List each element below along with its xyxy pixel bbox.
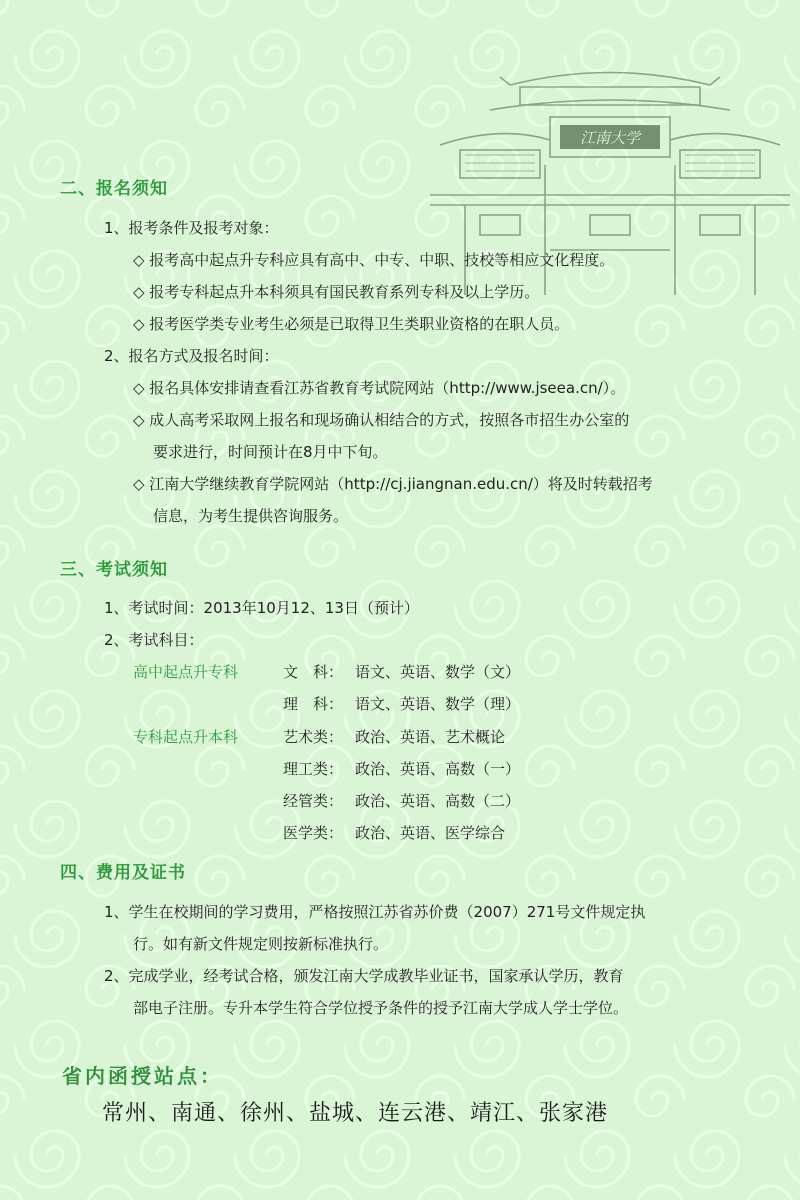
section-2-item-1: 1、报考条件及报考对象： — [104, 219, 279, 237]
subject-category: 经管类： — [283, 792, 344, 810]
subject-list: 政治、英语、高数（二） — [355, 792, 521, 810]
list-item: ◇ 报考高中起点升专科应具有高中、中专、中职、技校等相应文化程度。 — [133, 251, 615, 269]
section-4-title: 四、费用及证书 — [60, 863, 186, 883]
list-item: ◇ 报名具体安排请查看江苏省教育考试院网站（http://www.jseea.cn/）。 — [133, 379, 626, 397]
section-2-title: 二、报名须知 — [60, 179, 168, 199]
subject-list: 政治、英语、艺术概论 — [355, 728, 506, 746]
list-item: ◇ 报考专科起点升本科须具有国民教育系列专科及以上学历。 — [133, 283, 540, 301]
exam-subjects-label: 2、考试科目： — [104, 631, 204, 649]
subject-list: 政治、英语、医学综合 — [355, 824, 506, 842]
exam-time: 1、考试时间：2013年10月12、13日（预计） — [104, 599, 419, 617]
group-label-junior-college: 高中起点升专科 — [133, 663, 239, 681]
subject-category: 理 科： — [283, 695, 344, 713]
list-item: ◇ 成人高考采取网上报名和现场确认相结合的方式，按照各市招生办公室的 — [133, 411, 630, 429]
subject-category: 医学类： — [283, 824, 344, 842]
subject-list: 语文、英语、数学（文） — [355, 663, 521, 681]
subject-list: 语文、英语、数学（理） — [355, 695, 521, 713]
list-item: ◇ 报考医学类专业考生必须是已取得卫生类职业资格的在职人员。 — [133, 315, 570, 333]
subject-category: 理工类： — [283, 760, 344, 778]
stations-title: 省内函授站点： — [62, 1064, 223, 1088]
list-item: ◇ 江南大学继续教育学院网站（http://cj.jiangnan.edu.cn/）将及时转载招考 — [133, 475, 653, 493]
subject-list: 政治、英语、高数（一） — [355, 760, 521, 778]
stations-list: 常州、南通、徐州、盐城、连云港、靖江、张家港 — [102, 1101, 609, 1126]
certificate-line: 部电子注册。专升本学生符合学位授予条件的授予江南大学成人学士学位。 — [133, 999, 629, 1017]
fee-line: 1、学生在校期间的学习费用，严格按照江苏省苏价费（2007）271号文件规定执 — [104, 903, 646, 921]
gate-plaque-text: 江南大学 — [579, 129, 641, 147]
list-item-continuation: 要求进行，时间预计在8月中下旬。 — [153, 443, 388, 461]
subject-category: 艺术类： — [283, 728, 344, 746]
certificate-line: 2、完成学业，经考试合格，颁发江南大学成教毕业证书，国家承认学历，教育 — [104, 967, 624, 985]
fee-line: 行。如有新文件规定则按新标准执行。 — [133, 935, 389, 953]
subject-category: 文 科： — [283, 663, 344, 681]
group-label-undergraduate: 专科起点升本科 — [133, 728, 239, 746]
section-2-item-2: 2、报名方式及报名时间： — [104, 347, 279, 365]
list-item-continuation: 信息，为考生提供咨询服务。 — [153, 507, 349, 525]
section-3-title: 三、考试须知 — [60, 560, 168, 580]
